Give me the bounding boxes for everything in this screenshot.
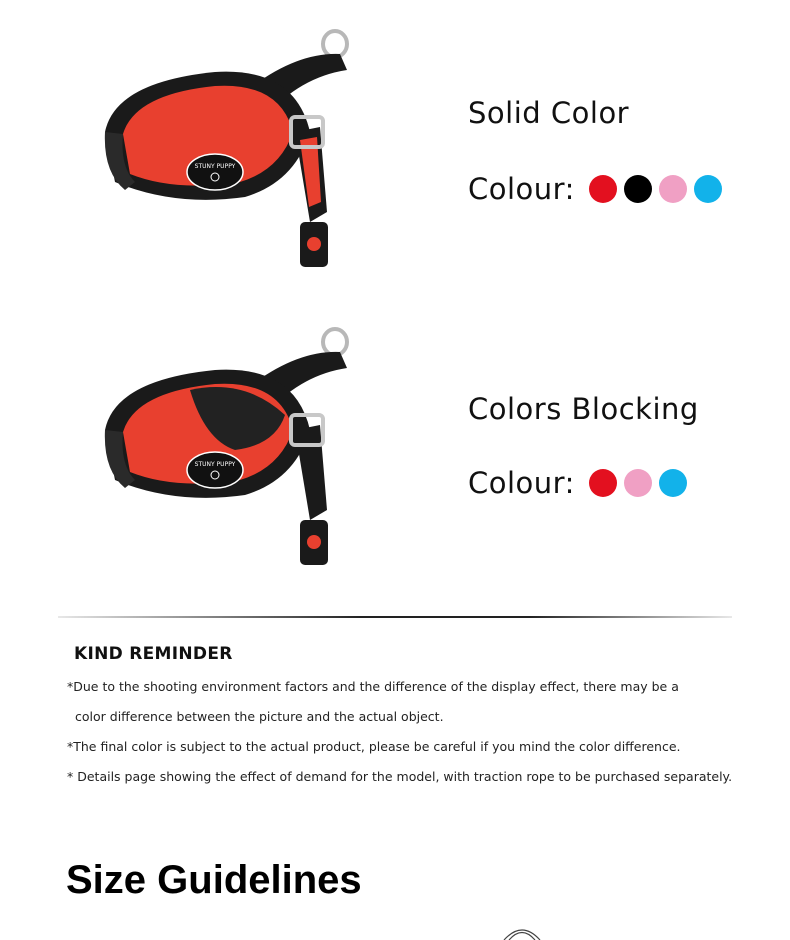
colour-swatch[interactable]	[659, 469, 687, 497]
reminder-note: *The final color is subject to the actual product, please be careful if you mind the color difference.	[67, 739, 681, 754]
section-divider	[58, 616, 732, 618]
colour-options	[468, 172, 722, 206]
svg-text:STUNY PUPPY: STUNY PUPPY	[194, 163, 236, 170]
colour-swatch[interactable]	[659, 175, 687, 203]
swatch-list	[589, 175, 722, 203]
colour-swatch[interactable]	[624, 175, 652, 203]
colour-label: Colour:	[468, 466, 575, 500]
product-title: Solid Color	[468, 96, 630, 130]
product-solid-color	[0, 12, 790, 302]
swatch-list	[589, 469, 687, 497]
colour-swatch[interactable]	[589, 175, 617, 203]
colour-swatch[interactable]	[624, 469, 652, 497]
reminder-note: * Details page showing the effect of demand for the model, with traction rope to be purchased separately.	[67, 769, 733, 784]
reminder-note: *Due to the shooting environment factors and the difference of the display effect, there may be a	[67, 679, 679, 694]
svg-text:STUNY PUPPY: STUNY PUPPY	[194, 461, 236, 468]
product-title: Colors Blocking	[468, 392, 699, 426]
product-colors-blocking	[0, 310, 790, 600]
ring-icon	[500, 926, 544, 940]
colour-options	[468, 466, 687, 500]
colour-label: Colour:	[468, 172, 575, 206]
harness-image-solid	[95, 22, 365, 292]
size-guidelines-heading: Size Guidelines	[66, 858, 362, 902]
colour-swatch[interactable]	[694, 175, 722, 203]
kind-reminder-title: KIND REMINDER	[74, 644, 233, 664]
harness-image-blocking	[95, 320, 365, 590]
reminder-note: color difference between the picture and the actual object.	[75, 709, 444, 724]
colour-swatch[interactable]	[589, 469, 617, 497]
